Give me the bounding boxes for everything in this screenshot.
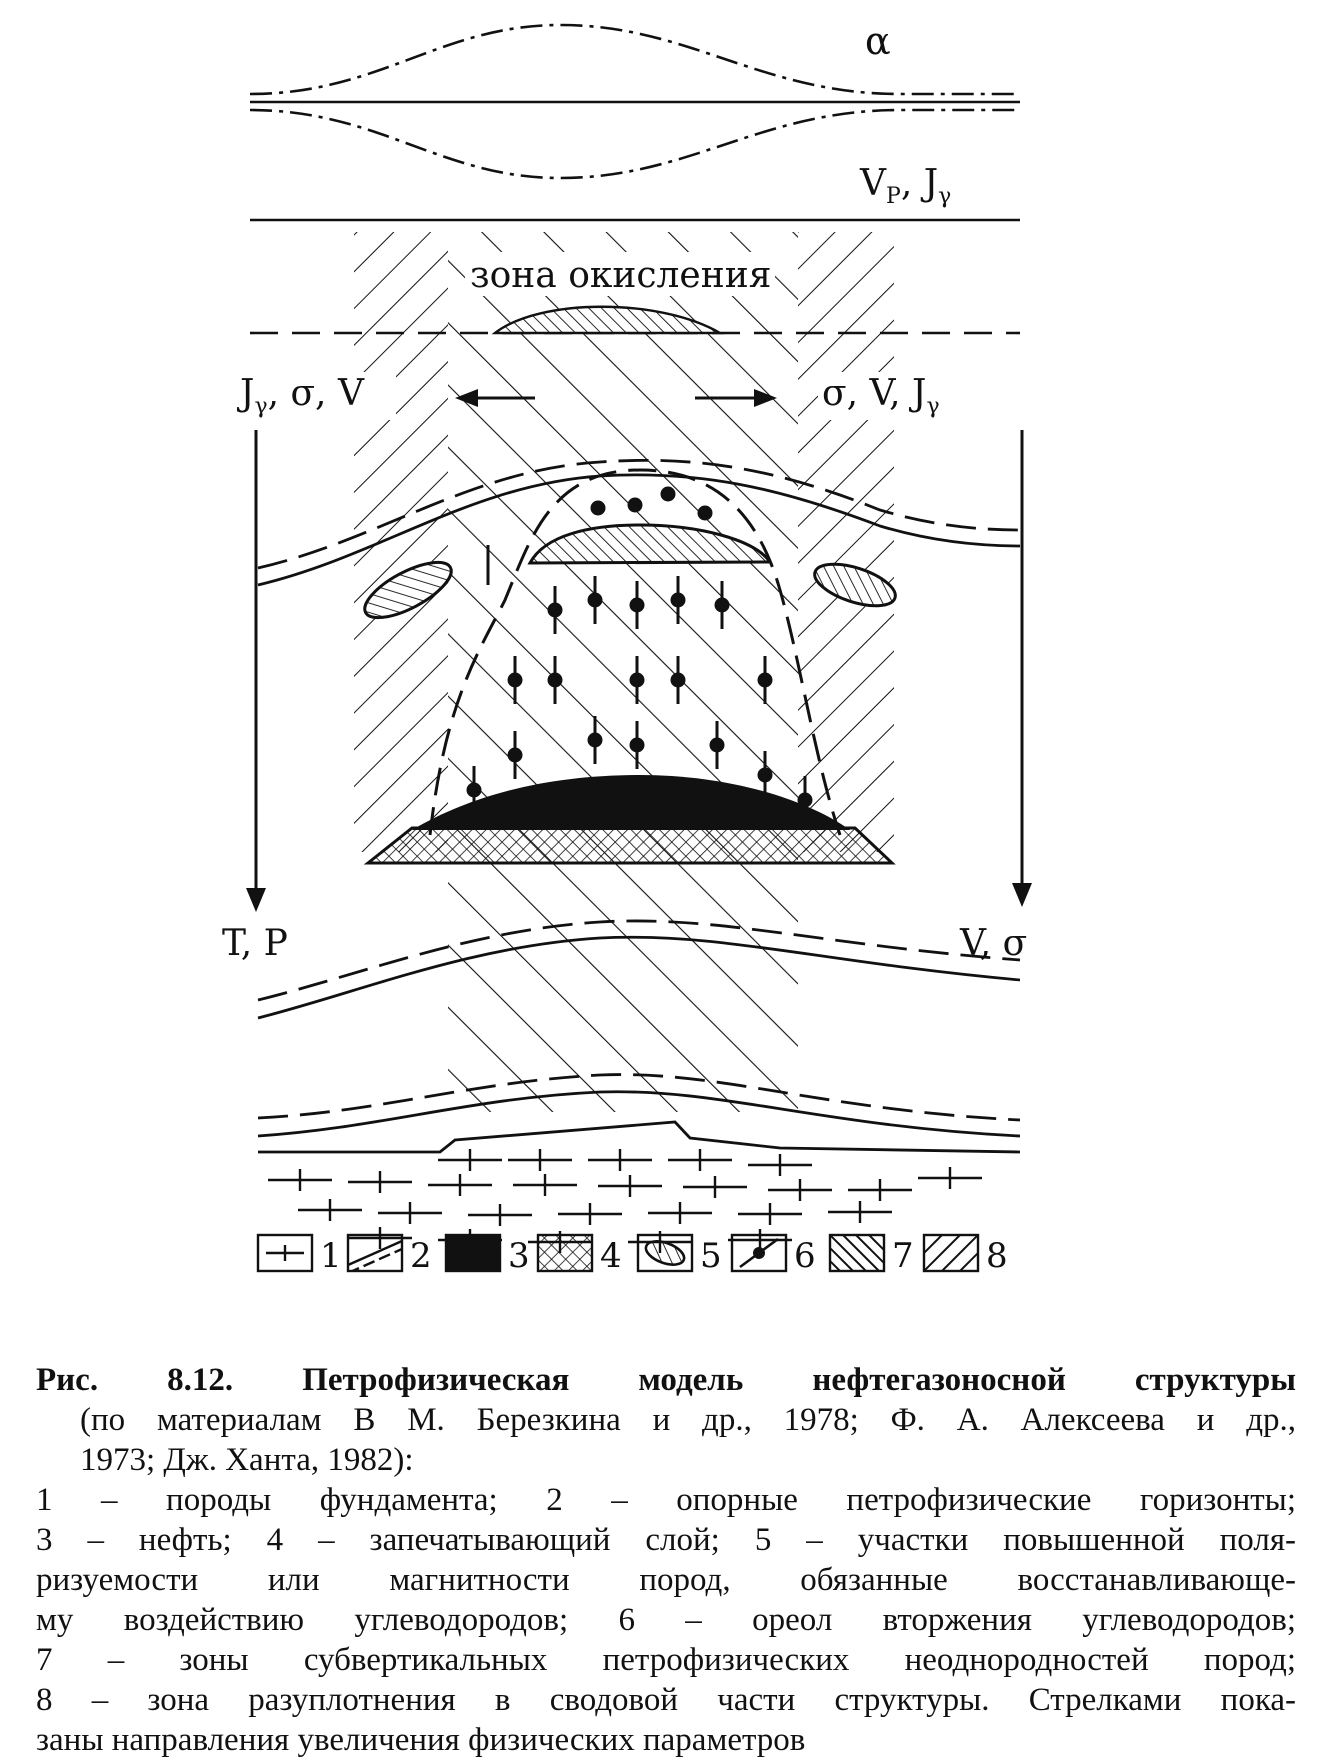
oxidation-zone-label: зона окисления — [470, 255, 772, 296]
caption-line-6: ризуемости или магнитности пород, обязанные восстанавливающе- — [36, 1562, 1296, 1598]
figure-caption — [36, 1360, 1296, 1760]
decompaction-zone-8 — [448, 232, 798, 1112]
legend-number: 7 — [892, 1236, 914, 1276]
legend-item-4 — [538, 1235, 622, 1276]
legend-number: 4 — [600, 1236, 622, 1276]
right-params-label: σ, V, $J_\gamma$ — [822, 373, 940, 419]
legend-number: 8 — [986, 1236, 1008, 1276]
legend-item-3 — [446, 1235, 530, 1276]
t-p-label: T, P — [222, 923, 288, 964]
caption-line-5: 3 – нефть; 4 – запечатывающий слой; 5 – участки повышенной поля- — [36, 1522, 1296, 1558]
caption-line-3: 1973; Дж. Ханта, 1982): — [80, 1442, 414, 1478]
subvertical-zone-left-7 — [354, 232, 448, 852]
legend-number: 3 — [508, 1236, 530, 1276]
caption-line-10: заны направления увеличения физических параметров — [36, 1722, 806, 1758]
caption-line-2: (по материалам В М. Березкина и др., 1978; Ф. А. Алексеева и др., — [80, 1402, 1296, 1438]
caption-line-4: 1 – породы фундамента; 2 – опорные петрофизические горизонты; — [36, 1482, 1296, 1518]
halo-dot — [698, 506, 713, 521]
legend-number: 6 — [794, 1236, 816, 1276]
svg-text:VP, Jγ: $V_P$, $J_\gamma$ — [860, 163, 952, 209]
subvertical-zone-right-7 — [798, 232, 894, 852]
caption-number: Рис. 8.12. — [36, 1362, 234, 1398]
left-vertical-arrow — [246, 430, 266, 912]
legend-number: 1 — [320, 1236, 342, 1276]
right-vertical-arrow — [1012, 430, 1032, 907]
legend-number: 2 — [410, 1236, 432, 1276]
caption-line-8: 7 – зоны субвертикальных петрофизических неоднородностей пород; — [36, 1642, 1296, 1678]
caption-title: Петрофизическая модель нефтегазоносной структуры — [302, 1362, 1296, 1398]
caption-line-9: 8 – зона разуплотнения в сводовой части структуры. Стрелками пока- — [36, 1682, 1296, 1718]
alpha-profile-curves — [250, 25, 1020, 178]
alpha-label: α — [865, 19, 891, 63]
halo-dot — [661, 487, 676, 502]
caption-line-7: му воздействию углеводородов; 6 – ореол вторжения углеводородов; — [36, 1602, 1296, 1638]
caption-line-1 — [36, 1360, 1296, 1400]
v-sigma-label: V, σ — [960, 923, 1028, 964]
halo-dot — [628, 498, 643, 513]
seal-layer — [368, 828, 892, 863]
halo-dot — [591, 501, 606, 516]
legend-number: 5 — [700, 1236, 722, 1276]
vp-jgamma-label — [859, 163, 951, 209]
left-params-label: $J_\gamma$, σ, V — [240, 373, 364, 419]
